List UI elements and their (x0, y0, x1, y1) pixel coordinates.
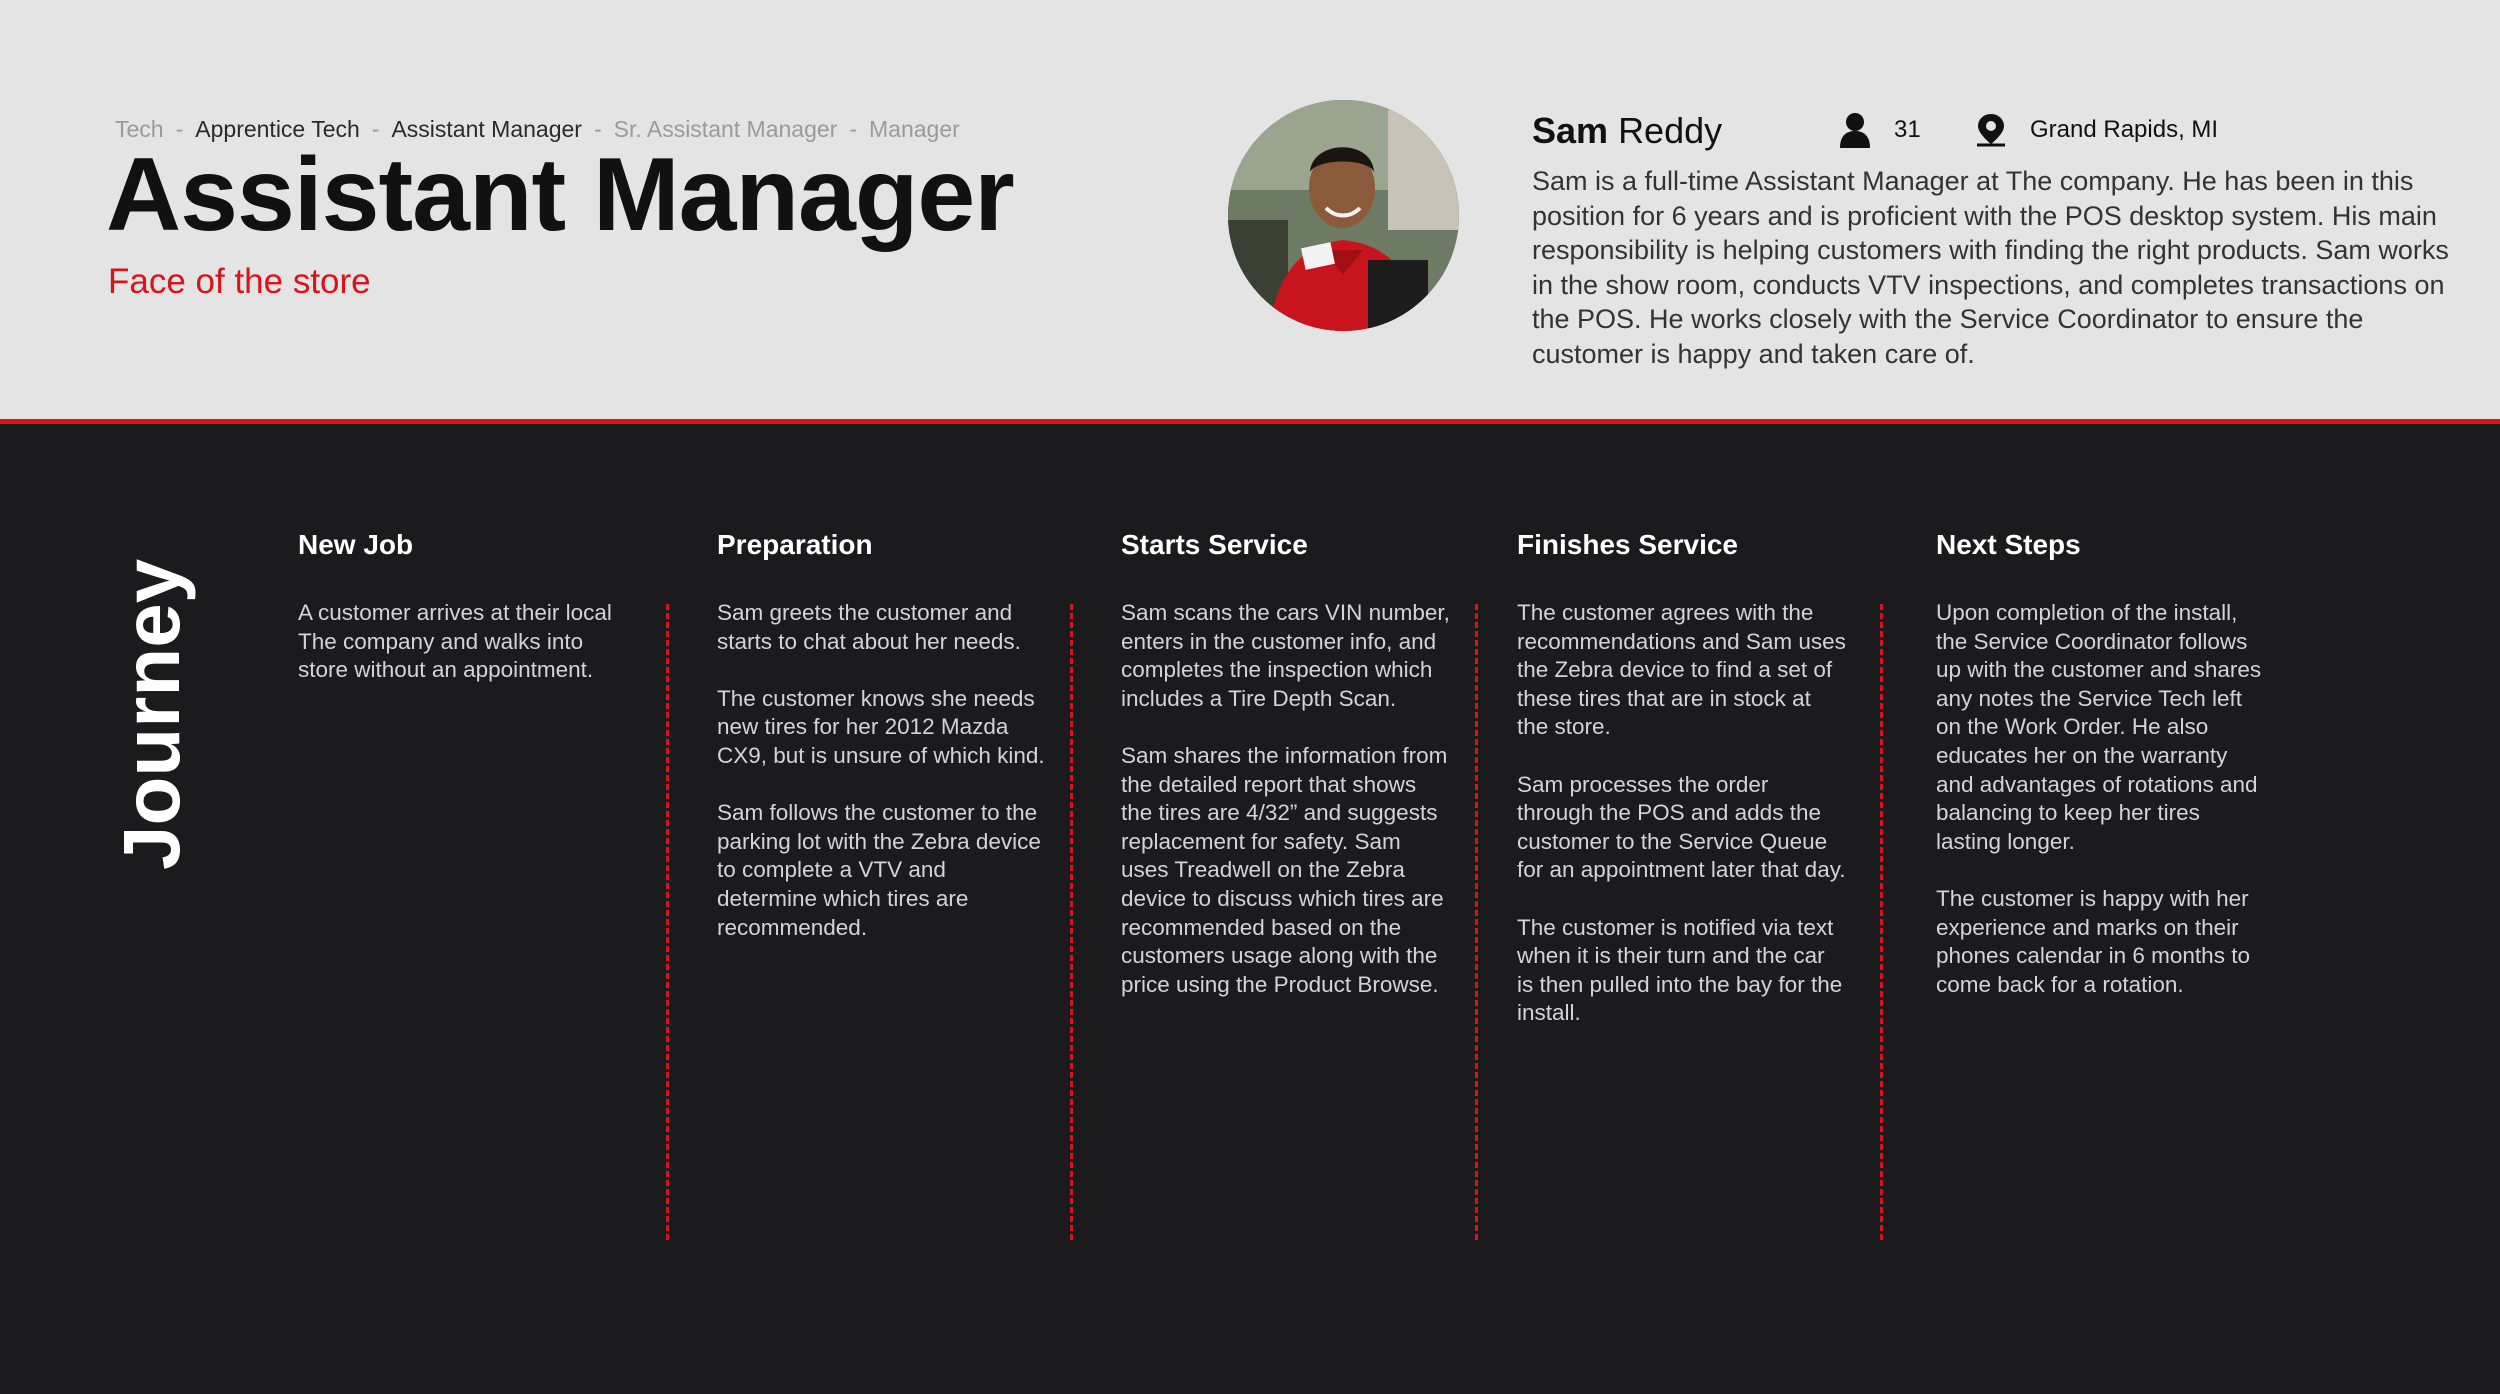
persona-age (1838, 112, 1921, 148)
persona-age-value: 31 (1894, 116, 1921, 143)
persona-location (1974, 112, 2218, 148)
map-pin-icon (1974, 112, 2008, 148)
stage-paragraph: The customer agrees with the recommendations and Sam uses the Zebra device to find a set of these tires that are in stock at the store. (1517, 600, 1846, 740)
journey-stage-preparation (717, 527, 1047, 942)
persona-name (1532, 110, 1722, 152)
breadcrumb-separator: - (371, 116, 380, 142)
persona-first-name: Sam (1532, 110, 1609, 151)
breadcrumb-item-assistant-manager: Assistant Manager (391, 116, 582, 142)
stage-paragraph: The customer is happy with her experience and marks on their phones calendar in 6 months to come back for a rotation. (1936, 885, 2250, 997)
breadcrumb-item-sr-assistant-manager: Sr. Assistant Manager (613, 116, 838, 142)
stage-paragraph: Upon completion of the install, the Service Coordinator follows up with the customer and shares any notes the Service Tech left on the Work Order. He also educates her on the warranty and advantages of rotations and balancing to keep her tires lasting longer. (1936, 600, 2262, 854)
stage-divider (1880, 604, 1883, 1240)
stage-title: Starts Service (1121, 529, 1308, 560)
journey-stage-finishes-service (1517, 527, 1847, 1028)
stage-title: New Job (298, 529, 414, 560)
stage-title: Preparation (717, 529, 873, 560)
persona-last-name: Reddy (1618, 110, 1723, 151)
breadcrumb-item-tech: Tech (115, 116, 164, 142)
stage-divider (666, 604, 669, 1240)
journey-stage-next-steps (1936, 527, 2266, 999)
persona-location-value: Grand Rapids, MI (2030, 116, 2219, 143)
journey-label: Journey (107, 558, 196, 870)
stage-divider (1475, 604, 1478, 1240)
persona-photo (1228, 100, 1459, 331)
breadcrumb-separator: - (849, 116, 858, 142)
page-subtitle: Face of the store (108, 262, 371, 301)
avatar (1228, 100, 1459, 331)
journey-stage-starts-service (1121, 527, 1451, 999)
stage-paragraph: A customer arrives at their local The company and walks into store without an appointment. (298, 600, 612, 683)
stage-divider (1070, 604, 1073, 1240)
stage-paragraph: Sam scans the cars VIN number, enters in the customer info, and completes the inspection which includes a Tire Depth Scan. (1121, 600, 1450, 711)
person-icon (1838, 112, 1872, 148)
journey-stage-new-job (298, 527, 628, 685)
stage-paragraph: The customer is notified via text when it is their turn and the car is then pulled into the bay for the install. (1517, 914, 1843, 1026)
stage-paragraph: Sam greets the customer and starts to chat about her needs. (717, 600, 1021, 654)
breadcrumb-item-apprentice-tech: Apprentice Tech (195, 116, 360, 142)
breadcrumb-separator: - (593, 116, 602, 142)
stage-paragraph: Sam shares the information from the detailed report that shows the tires are 4/32” and suggests replacement for safety. Sam uses Treadwell on the Zebra device to discuss which tires are recommended based on the customers usage along with the price using the Product Browse. (1121, 742, 1448, 997)
stage-title: Finishes Service (1517, 529, 1739, 560)
stage-paragraph: Sam follows the customer to the parking lot with the Zebra device to complete a VTV and determine which tires are recommended. (717, 800, 1041, 940)
stage-paragraph: The customer knows she needs new tires for her 2012 Mazda CX9, but is unsure of which kind. (717, 685, 1045, 768)
stage-paragraph: Sam processes the order through the POS and adds the customer to the Service Queue for an appointment later that day. (1517, 771, 1846, 883)
page-title: Assistant Manager (106, 137, 1014, 253)
persona-bio: Sam is a full-time Assistant Manager at The company. He has been in this position for 6 years and is proficient with the POS desktop system. His main responsibility is helping customers with finding the right products. Sam works in the show room, conducts VTV inspections, and completes transactions on the POS. He works closely with the Service Coordinator to ensure the customer is happy and taken care of. (1532, 166, 2449, 369)
stage-title: Next Steps (1936, 529, 2081, 560)
breadcrumb-item-manager: Manager (869, 116, 960, 142)
breadcrumb-separator: - (175, 116, 184, 142)
